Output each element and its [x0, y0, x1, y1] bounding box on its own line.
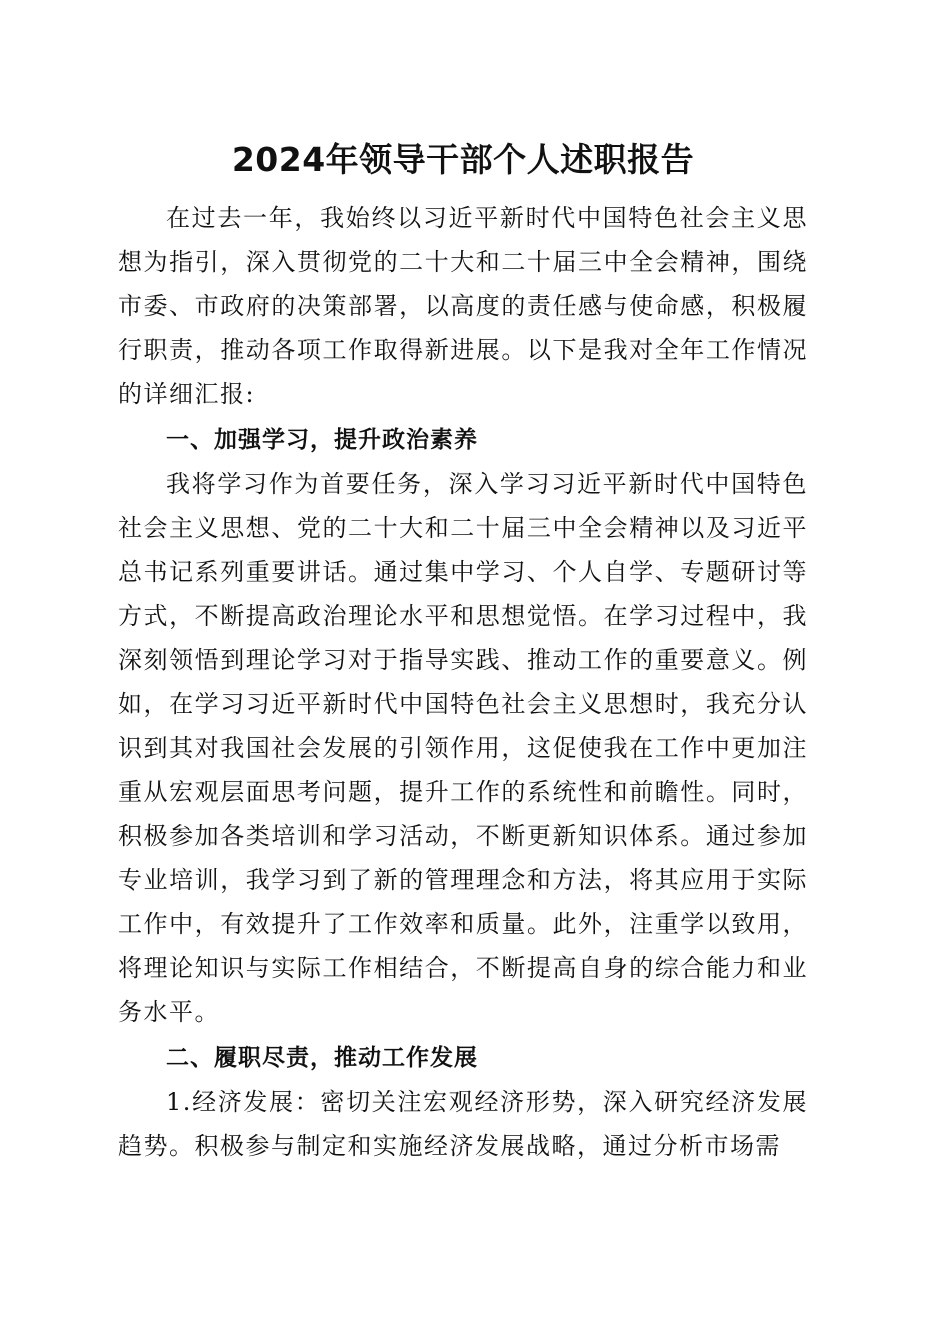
section-body-1: 我将学习作为首要任务，深入学习习近平新时代中国特色社会主义思想、党的二十大和二十届三中全会精神以及习近平总书记系列重要讲话。通过集中学习、个人自学、专题研讨等方式，不断提高政治理论水平和思想觉悟。在学习过程中，我深刻领悟到理论学习对于指导实践、推动工作的重要意义。例如，在学习习近平新时代中国特色社会主义思想时，我充分认识到其对我国社会发展的引领作用，这促使我在工作中更加注重从宏观层面思考问题，提升工作的系统性和前瞻性。同时，积极参加各类培训和学习活动，不断更新知识体系。通过参加专业培训，我学习到了新的管理理念和方法，将其应用于实际工作中，有效提升了工作效率和质量。此外，注重学以致用，将理论知识与实际工作相结合，不断提高自身的综合能力和业务水平。 — [118, 470, 808, 1026]
document-title: 2024年领导干部个人述职报告 — [231, 140, 695, 179]
section-heading-2: 二、履职尽责，推动工作发展 — [166, 1045, 478, 1071]
section-heading-1: 一、加强学习，提升政治素养 — [166, 427, 478, 453]
document-page — [118, 130, 808, 1168]
intro-paragraph: 在过去一年，我始终以习近平新时代中国特色社会主义思想为指引，深入贯彻党的二十大和二十届三中全会精神，围绕市委、市政府的决策部署，以高度的责任感与使命感，积极履行职责，推动各项工作取得新进展。以下是我对全年工作情况的详细汇报: — [118, 204, 808, 408]
section-item-economic-development: 1.经济发展：密切关注宏观经济形势，深入研究经济发展趋势。积极参与制定和实施经济发展战略，通过分析市场需 — [118, 1088, 808, 1160]
